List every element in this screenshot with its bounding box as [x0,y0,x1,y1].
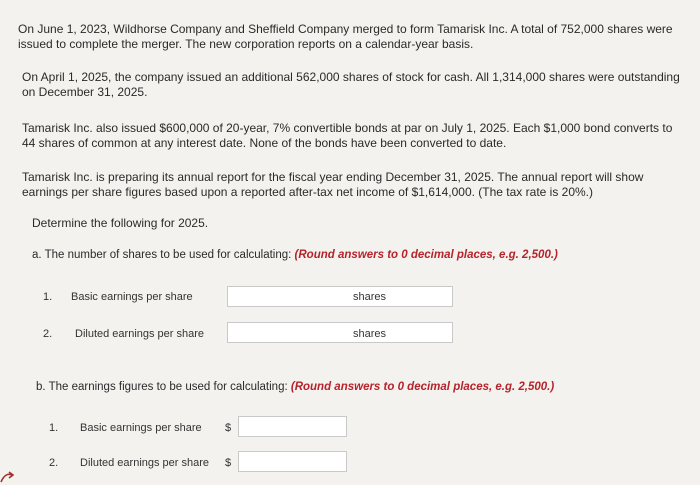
part-a-title-text: a. The number of shares to be used for calculating: [32,249,292,261]
basic-eps-shares-input[interactable] [227,286,453,307]
diluted-eps-earnings-input[interactable] [238,451,347,472]
part-a-row-2-unit: shares [353,328,387,340]
part-b-row-2-number: 2. [49,457,59,469]
part-a-title [32,249,558,261]
instruction-text: Determine the following for 2025. [32,216,209,230]
part-b-title-text: b. The earnings figures to be used for calculating: [36,381,288,393]
part-b-title [36,381,554,393]
arrow-icon [0,470,14,484]
part-b-row-1-label: Basic earnings per share [80,422,202,434]
basic-eps-earnings-input[interactable] [238,416,347,437]
problem-paragraph-1: On June 1, 2023, Wildhorse Company and Sheffield Company merged to form Tamarisk Inc. A total of 752,000 shares were issued to complete the merger. The new corporation reports on a calendar-year basis. [18,22,673,51]
part-a-row-2-label: Diluted earnings per share [75,328,205,340]
part-b-row-1-number: 1. [49,422,59,434]
part-b-row-2-label: Diluted earnings per share [80,457,210,469]
part-a-rounding-note: (Round answers to 0 decimal places, e.g. 2,500.) [294,249,558,261]
part-b-row-1-currency: $ [225,422,232,434]
problem-paragraph-4: Tamarisk Inc. is preparing its annual report for the fiscal year ending December 31, 2025. The annual report will show earnings per share figures based upon a reported after-tax net income of $1,614,000. (The tax rate is 20%.) [22,170,644,199]
part-b-row-2-currency: $ [225,457,232,469]
problem-paragraph-2: On April 1, 2025, the company issued an additional 562,000 shares of stock for cash. All 1,314,000 shares were outstanding on December 31, 2025. [22,70,680,99]
diluted-eps-shares-input[interactable] [227,322,453,343]
problem-paragraph-3: Tamarisk Inc. also issued $600,000 of 20-year, 7% convertible bonds at par on July 1, 2025. Each $1,000 bond converts to 44 shares of common at any interest date. None of the bonds have been converted to date. [22,121,673,150]
part-a-row-1-unit: shares [353,291,387,303]
part-b-rounding-note: (Round answers to 0 decimal places, e.g. 2,500.) [290,381,555,393]
part-a-row-2-number: 2. [43,328,53,340]
part-a-row-1-label: Basic earnings per share [71,291,193,303]
part-a-row-1-number: 1. [43,291,53,303]
